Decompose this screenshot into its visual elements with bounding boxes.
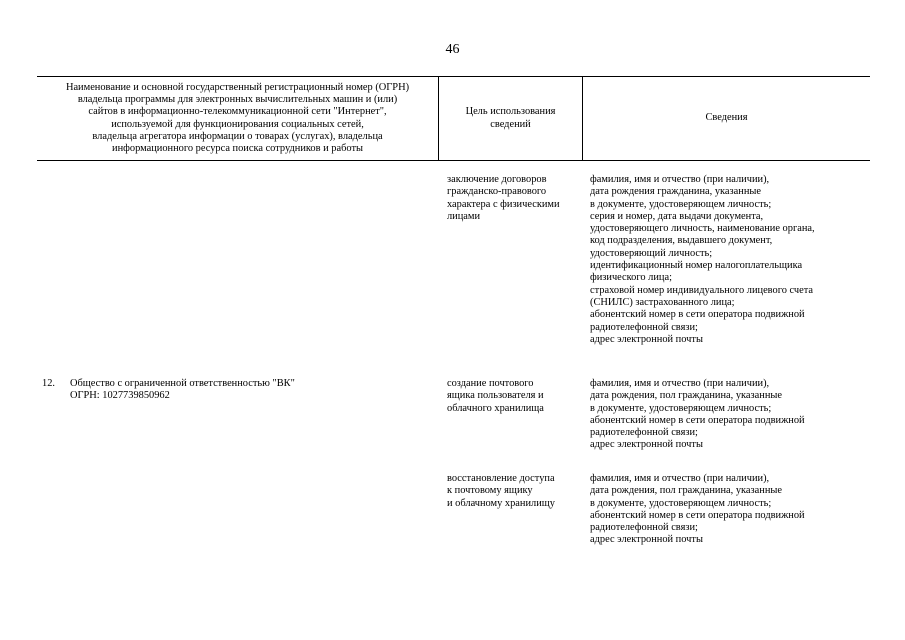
page-number: 46 <box>445 42 460 57</box>
header-purpose-label: Цель использования сведений <box>465 106 556 130</box>
table-header <box>37 76 870 161</box>
header-info-column <box>583 77 870 160</box>
row-info: фамилия, имя и отчество (при наличии), дата рождения, пол гражданина, указанные в документе, удостоверяющем личность; абонентский номер в сети оператора подвижной радиотелефонной связи; адрес электронной почты <box>590 378 805 451</box>
row-purpose: восстановление доступа к почтовому ящику и облачному хранилищу <box>447 473 555 509</box>
row-purpose: создание почтового ящика пользователя и облачного хранилища <box>447 378 544 414</box>
row-info: фамилия, имя и отчество (при наличии), дата рождения, пол гражданина, указанные в документе, удостоверяющем личность; абонентский номер в сети оператора подвижной радиотелефонной связи; адрес электронной почты <box>590 473 805 546</box>
row-info: фамилия, имя и отчество (при наличии), дата рождения гражданина, указанные в документе, удостоверяющем личность; серия и номер, дата выдачи документа, удостоверяющего личность, наименование органа, код подразделения, выдавшего документ, удостоверяющий личность; идентификационный номер налогоплательщика физического лица; страховой номер индивидуального лицевого счета (СНИЛС) застрахованного лица; абонентский номер в сети оператора подвижной радиотелефонной связи; адрес электронной почты <box>590 174 815 345</box>
header-owner-column <box>37 77 439 160</box>
row-purpose: заключение договоров гражданско-правового характера с физическими лицами <box>447 174 560 222</box>
header-owner-label: Наименование и основной государственный регистрационный номер (ОГРН) владельца программы для электронных вычислительных машин и (или) сайтов в информационно-телекоммуникационной сети "Интернет", используемой для функционирования социальных сетей, владельца агрегатора информации о товарах (услугах), владельца информационного ресурса поиска сотрудников и работы <box>65 81 410 154</box>
row-owner: Общество с ограниченной ответственностью "ВК" ОГРН: 1027739850962 <box>70 378 295 402</box>
row-number: 12. <box>42 378 55 389</box>
header-purpose-column <box>439 77 583 160</box>
header-info-label: Сведения <box>705 112 748 124</box>
